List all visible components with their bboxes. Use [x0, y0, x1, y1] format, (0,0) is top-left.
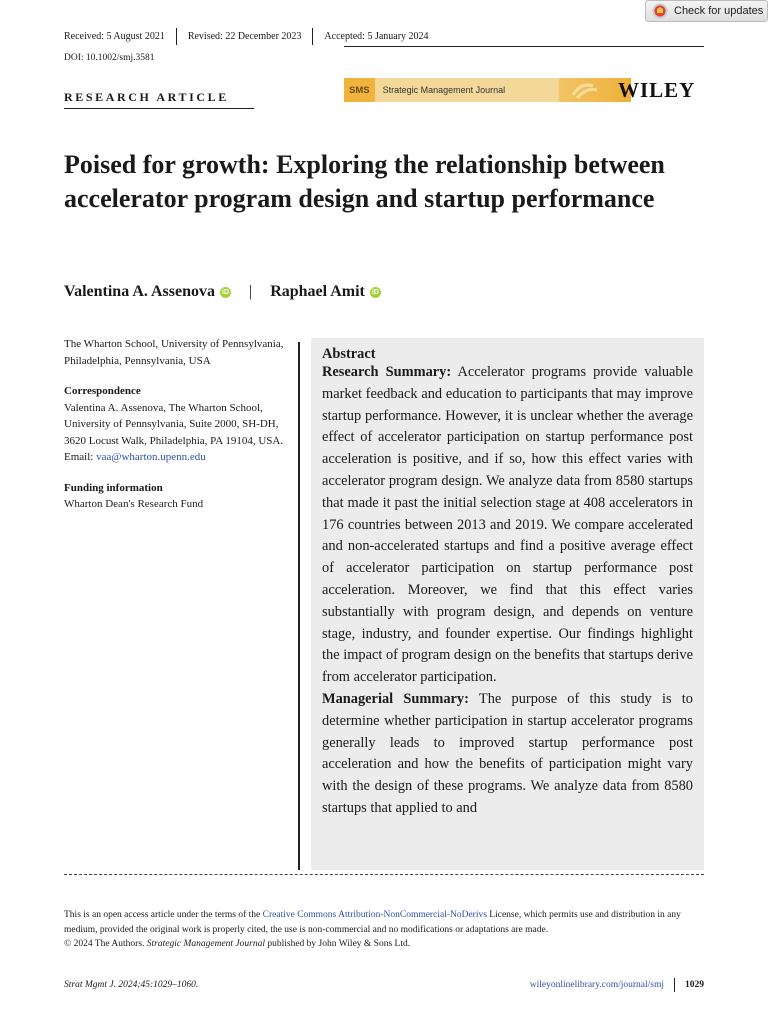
author-separator: | — [249, 283, 253, 300]
author-name[interactable]: Valentina A. Assenova — [64, 283, 215, 300]
license-link[interactable]: Creative Commons Attribution-NonCommercial-NoDerivs — [262, 910, 487, 920]
header-rule — [344, 46, 704, 47]
author-name[interactable]: Raphael Amit — [270, 283, 365, 300]
abstract-heading: Abstract — [322, 346, 376, 362]
funding-block — [64, 480, 289, 513]
license-intro: This is an open access article under the terms of the — [64, 910, 263, 920]
journal-name: Strategic Management Journal — [375, 78, 559, 102]
managerial-summary-text: The purpose of this study is to determine whether participation in startup accelerator programs generally leads to improved startup performance post acceleration and how the benefits of participation might vary with the design of these programs. We analyze data from 8580 startups that applied to and — [322, 690, 693, 816]
email-label: Email: — [64, 451, 97, 463]
received-date: Received: 5 August 2021 — [64, 31, 165, 42]
funding-heading: Funding information — [64, 481, 163, 494]
correspondence-email-line — [64, 449, 289, 466]
accepted-date: Accepted: 5 January 2024 — [324, 31, 429, 42]
page-number: 1029 — [685, 980, 704, 990]
footer-separator — [674, 978, 675, 992]
journal-url-link[interactable]: wileyonlinelibrary.com/journal/smj — [529, 980, 664, 990]
check-for-updates-label: Check for updates — [674, 5, 764, 17]
check-for-updates-button[interactable] — [645, 0, 768, 22]
copyright-prefix: © 2024 The Authors. — [64, 939, 147, 950]
orcid-icon[interactable]: iD — [371, 288, 379, 296]
journal-code: SMS — [344, 78, 375, 102]
article-type-rule — [64, 108, 254, 109]
crossmark-icon — [652, 3, 668, 19]
footnote-rule — [64, 874, 704, 875]
article-title: Poised for growth: Exploring the relationship between accelerator program design and startup performance — [64, 150, 665, 213]
funding-text: Wharton Dean's Research Fund — [64, 498, 204, 510]
license-footnote — [64, 908, 704, 952]
managerial-summary — [322, 689, 693, 820]
correspondence-block — [64, 383, 289, 466]
correspondence-address: Valentina A. Assenova, The Wharton School, University of Pennsylvania, Suite 2000, SH-DH, 3620 Locust Walk, Philadelphia, PA 19104, USA. — [64, 401, 284, 447]
license-terms: License, which permits use and distribution in any medium, provided the original work is properly cited, the use is non-commercial and no modifications or adaptations are made. — [64, 910, 681, 935]
email-link[interactable]: vaa@wharton.upenn.edu — [96, 451, 206, 463]
citation: Strat Mgmt J. 2024;45:1029–1060. — [64, 980, 199, 990]
copyright-line — [64, 937, 704, 952]
journal-banner[interactable] — [344, 78, 604, 102]
author-list — [64, 283, 381, 301]
copyright-suffix: published by John Wiley & Sons Ltd. — [264, 939, 411, 950]
article-info-sidebar — [64, 336, 289, 527]
revised-date: Revised: 22 December 2023 — [187, 31, 302, 42]
orcid-icon[interactable]: iD — [222, 288, 229, 296]
article-dates — [64, 30, 440, 45]
abstract-box — [311, 338, 704, 870]
research-summary — [322, 362, 693, 689]
correspondence-heading: Correspondence — [64, 385, 141, 397]
copyright-journal: Strategic Management Journal — [146, 939, 265, 950]
column-divider — [298, 342, 300, 870]
license-text — [64, 908, 704, 937]
doi: DOI: 10.1002/smj.3581 — [64, 53, 155, 63]
managerial-summary-label: Managerial Summary: — [322, 690, 469, 707]
page-footer — [64, 978, 704, 992]
article-type: RESEARCH ARTICLE — [64, 90, 229, 104]
research-summary-text: Accelerator programs provide valuable market feedback and education to participants that may improve startup performance. However, it is unclear whether the average effect of accelerator participation on startup performance post acceleration is positive, and if so, how this effect varies with accelerator program design. We analyze data from 8580 startups that made it past the initial selection stage at 408 accelerators in 176 countries between 2013 and 2019. We compare accelerated and non-accelerated startups and find a positive average effect of accelerator participation on startup performance post acceleration. Moreover, we find that this effect varies substantially with program design, and depends on venture stage, industry, and founder expertise. Our findings highlight the impact of program design on the benefits that startups derive from accelerator participation. — [322, 364, 693, 686]
footer-right — [530, 978, 704, 992]
affiliation: The Wharton School, University of Pennsylvania, Philadelphia, Pennsylvania, USA — [64, 338, 284, 367]
publisher-logo: WILEY — [618, 78, 696, 102]
research-summary-label: Research Summary: — [322, 364, 452, 380]
